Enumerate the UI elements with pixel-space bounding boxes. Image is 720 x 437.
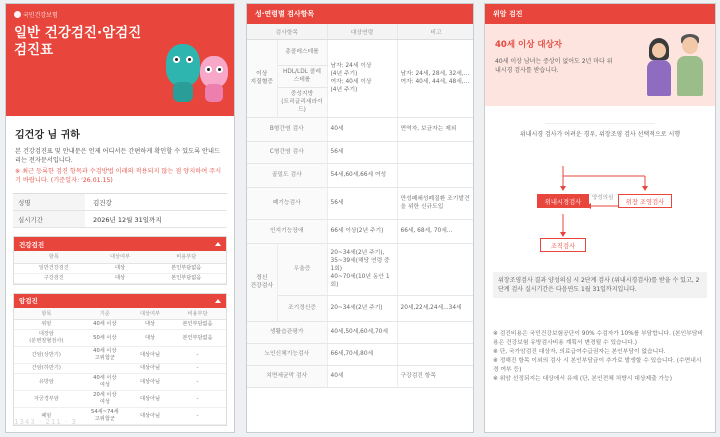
table-row: 간암(상반기) 40세 이상 고위험군 대상아님 - bbox=[14, 347, 226, 364]
woman-illustration-icon bbox=[645, 38, 673, 98]
table-row: 조기정신증 20~34세(2년 주기) 20세,22세,24세...34세 bbox=[247, 295, 474, 321]
table-row: 이상 지질혈증 총콜레스테롤 남자: 24세 이상 (4년 주기) 여자: 40세 이상 (4년 주기) 남자: 24세, 28세, 32세,... 여자: 40세, 44세, 48세,... bbox=[247, 39, 474, 65]
info-row-period: 실시기간 2026년 12월 31일까지 bbox=[13, 211, 227, 228]
exam-items-header: 성·연령별 검사항목 bbox=[247, 4, 473, 24]
collapse-icon[interactable] bbox=[215, 299, 221, 303]
table-row: 치면세균막 검사 40세 구강검진 항목 bbox=[247, 365, 474, 387]
flow-note-box bbox=[493, 130, 707, 139]
table-row: 폐암 54세~74세 고위험군 대상아님 - bbox=[14, 408, 226, 425]
flow-endoscopy: 위내시경검사 bbox=[537, 194, 589, 208]
recipient-info bbox=[13, 193, 227, 228]
table-row: 유방암 40세 이상 여성 대상아님 - bbox=[14, 374, 226, 391]
cancer-checkup-table: 항목 기준 대상여부 비용부담 위암 40세 이상 대상 본인부담없음 대장암 (분변잠혈검사) 50세 이상 대상 본인부담없음 간암(상반기) 40세 이상 고위험군 대상아님 - 간암(하반기) 대상아님 - 유방암 40세 이상 여성 대상아님 - 자궁경부암 20세 이상 여성 대상아님 - 폐암 54세~74세 고위험군 대상아님 - bbox=[14, 308, 226, 426]
table-row: 정신 건강검사 우울증 20~34세(2년 주기), 35~39세(해당 연령 중 1회) 40~70세(10년 동안 1회) bbox=[247, 243, 474, 295]
gastric-cancer-header bbox=[485, 4, 715, 24]
greeting: 김건강 님 귀하 bbox=[15, 130, 80, 141]
table-row: 대장암 (분변잠혈검사) 50세 이상 대상 본인부담없음 bbox=[14, 330, 226, 347]
general-checkup-table: 항목 대상여부 비용부담 일반건강검진 대상 본인부담없음 구강검진 대상 본인부담없음 bbox=[14, 251, 226, 284]
table-row: 자궁경부암 20세 이상 여성 대상아님 - bbox=[14, 391, 226, 408]
hero-banner bbox=[6, 4, 234, 116]
gastric-cancer-panel bbox=[484, 3, 716, 433]
footnotes: ※ 검진비용은 국민건강보험공단이 90% 수검자가 10%를 부담합니다. (본인부담비용은 건강보험 유방검사비용 계획서 변경될 수 있습니다.) ※ 단, 국가암검진 대상자, 의료급여수급권자는 본인부담이 없습니다. ※ 정해진 항목 이외의 검사 시 본인부담금이 추가로 발생할 수 있습니다. (수면내시경 여부 등) ※ 위암 선정되지는 대상에서 유예 (단, 본인전체 처방시 대상제출 가능) bbox=[493, 331, 704, 382]
page-title: 일반 건강검진·암검진 검진표 bbox=[14, 25, 142, 58]
table-row: 위암 40세 이상 대상 본인부담없음 bbox=[14, 320, 226, 330]
flow-contrast-exam: 위장 조영검사 bbox=[618, 194, 672, 208]
info-row-name: 성명 김건강 bbox=[13, 194, 227, 211]
nhis-logo: 국민건강보험 bbox=[14, 10, 226, 19]
table-row: 간암(하반기) 대상아님 - bbox=[14, 364, 226, 374]
man-illustration-icon bbox=[675, 34, 705, 98]
collapse-icon[interactable] bbox=[215, 242, 221, 246]
table-row: B형간염 검사 40세 면역자, 보균자는 제외 bbox=[247, 117, 474, 141]
table-row: 생활습관평가 40세,50세,60세,70세 bbox=[247, 321, 474, 343]
checkup-flowchart bbox=[485, 164, 716, 259]
target-title: 40세 이상 대상자 bbox=[495, 40, 563, 50]
table-row: HDL/LDL 콜레스테롤 bbox=[247, 65, 474, 87]
notice-text: ※ 최근 등록한 검진 항목과 수검방법 이래의 적용되지 않는 점 양지하여 주시기 바랍니다. (기준일자: '26.01.15) bbox=[15, 168, 222, 184]
cancer-checkup-section bbox=[13, 293, 227, 427]
table-row: 폐기능검사 56세 만성폐쇄성폐질환 조기발견을 위한 신규도입 bbox=[247, 187, 474, 219]
cancer-checkup-header[interactable]: 암검진 bbox=[14, 294, 226, 308]
general-checkup-header[interactable]: 건강검진 bbox=[14, 237, 226, 251]
flow-note: 위내시경 검사가 어려운 경우, 위장조영 검사 선택적으로 시행 bbox=[519, 131, 681, 138]
table-row: 인지기능장애 66세 이상(2년 주기) 66세, 68세, 70세... bbox=[247, 219, 474, 243]
mascot-character-icon bbox=[200, 56, 228, 88]
checkup-summary-panel bbox=[5, 3, 235, 433]
mascot-character-icon bbox=[166, 44, 200, 86]
watermark: 1343 · 211 · 3 bbox=[14, 418, 77, 426]
gastric-cancer-title: 위암 검진 bbox=[493, 10, 523, 18]
flow-biopsy: 조직검사 bbox=[540, 238, 586, 252]
table-row: 노인신체기능검사 66세,70세,80세 bbox=[247, 343, 474, 365]
table-row: 골밀도 검사 54세,60세,66세 여성 bbox=[247, 163, 474, 187]
table-row: 일반건강검진 대상 본인부담없음 bbox=[14, 263, 226, 273]
table-row: C형간염 검사 56세 bbox=[247, 141, 474, 163]
target-banner bbox=[485, 24, 715, 106]
exam-items-panel bbox=[246, 3, 474, 433]
intro-text: 본 건강검진표 및 안내문은 언제 어디서든 간편하게 확인할 수 있도록 안내드리는 전자문서입니다. bbox=[15, 148, 220, 164]
target-text: 40세 이상 남녀는 증상이 없어도 2년 마다 위내시경 검사를 받습니다. bbox=[495, 58, 613, 74]
table-row: 구강검진 대상 본인부담없음 bbox=[14, 273, 226, 283]
general-checkup-section bbox=[13, 236, 227, 285]
flow-arrow-label: 양성의심 bbox=[592, 195, 614, 201]
exam-items-table: 검사항목 대상연령 비고 이상 지질혈증 총콜레스테롤 남자: 24세 이상 (4년 주기) 여자: 40세 이상 (4년 주기) 남자: 24세, 28세, 32세,... 여자: 40세, 44세, 48세,... HDL/LDL 콜레스테롤 중성지방 (트리글리세라이드) B형간염 검사 40세 면역자, 보균자는 제외 C형간염 검사 56세 골밀도 검사 54세,60세,66세 여성 폐기능검사 56세 만성폐쇄성폐질환 조기발견을 위한 신규도입 인지기능장애 66세 이상(2년 주기) 66세, 68세, 70세... 정신 건강검사 우울증 20~34세(2년 주기), 35~39세(해당 연령 중 1회) 40~70세(10년 동안 1회) 조기정신증 20~34세(2년 주기) 20세,22세,24세...34세 생활습관평가 40세,50세,60세,70세 노인신체기능검사 66세,70세,80세 치면세균막 검사 40세 구강검진 항목 bbox=[247, 24, 474, 388]
second-stage-note: 위장조영검사 결과 양성의심 시 2단계 검사 (위내시경검사)를 받을 수 있고, 2단계 검사 실시기간은 다음연도 1월 31일까지입니다. bbox=[493, 272, 707, 298]
table-row: 중성지방 (트리글리세라이드) bbox=[247, 87, 474, 117]
